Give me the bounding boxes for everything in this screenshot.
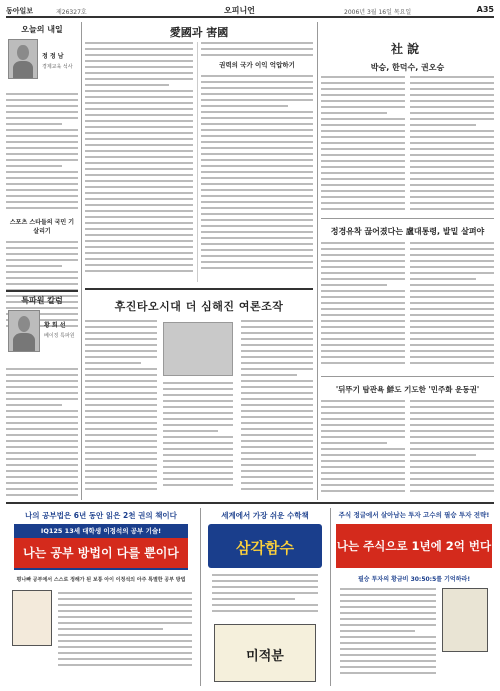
ad1-book-cover [12, 590, 52, 646]
correspondent-portrait [8, 310, 40, 352]
ad3-tagline: 주식 정글에서 살아남는 투자 고수의 필승 투자 전략! [338, 511, 490, 519]
ad3-banner: 나는 주식으로 1년에 2억 번다 [336, 524, 492, 568]
article-body-left [85, 42, 193, 278]
ad-math-book[interactable] [204, 508, 326, 686]
editorial-label: 社 說 [391, 42, 420, 56]
article-title-hu: 후진타오시대 더 심해진 여론조작 [114, 300, 284, 313]
correspondent-head: 특파원 칼럼 [21, 296, 63, 305]
ad-study-book[interactable] [6, 508, 196, 686]
article-title-aeguk: 愛國과 害國 [169, 26, 229, 39]
article-subhead: 권력의 국가 이익 억압하기 [219, 61, 295, 69]
columnist-portrait [8, 39, 38, 79]
columnist-role: 경제교육 석사 [42, 64, 73, 70]
center-lower-article [85, 292, 313, 500]
left-divider [6, 290, 78, 292]
editorial-headline-3: '뒤뚜기 탐관욕 鮮도 기도한 '민주화 운동권' [335, 385, 480, 394]
page-number: A35 [476, 5, 494, 14]
ad1-banner: 나는 공부 방법이 다를 뿐이다 [14, 538, 188, 568]
ad3-book-cover [442, 588, 488, 652]
issue-number: 제26327호 [56, 9, 87, 16]
ad2-tagline: 세계에서 가장 쉬운 수학책 [221, 511, 309, 520]
ad2-banner: 삼각함수 [236, 539, 294, 557]
ad-stock-book[interactable] [334, 508, 494, 686]
ad1-subtitle: IQ125 13세 대학생 이정석의 공부 기술! [40, 527, 162, 535]
column-head-today: 오늘의 내일 [21, 25, 63, 34]
correspondent-role: 베이징 특파원 [44, 333, 75, 339]
section-title: 오피니언 [224, 6, 255, 15]
column-subhead: 스포츠 스타들의 국민 기 살리기 [9, 219, 75, 235]
paper-name: 동아일보 [6, 7, 34, 15]
masthead [6, 4, 494, 18]
correspondent-column [6, 295, 78, 500]
correspondent-name: 황 희 선 [44, 322, 66, 329]
article-body-right [201, 75, 313, 275]
ad2-book-cover [214, 624, 316, 682]
center-upper-article [85, 22, 313, 284]
advertisement-area [6, 502, 494, 687]
ad1-tagline: 나의 공부법은 6년 동안 읽은 2천 권의 책이다 [25, 511, 177, 520]
editorial-headline-1: 박승, 한덕수, 권오승 [370, 63, 445, 72]
ad3-subtitle: 필승 투자의 황금비 30:50:5를 기억하라! [357, 576, 471, 583]
ad1-description: 평나빠 공부에서 스스로 정해가 된 보통 아이 이정석의 아주 특별한 공부 방법 [16, 577, 186, 583]
issue-date: 2006년 3월 16일 목요일 [344, 9, 412, 16]
column-body-1 [6, 93, 78, 213]
editorials-column [321, 22, 494, 500]
editorial-headline-2: 정경유착 끊어졌다는 盧대통령, 발밑 살펴야 [330, 227, 485, 236]
correspondent-body [6, 368, 78, 500]
columnist-name: 정 정 남 [42, 53, 64, 60]
ad2-book-title: 미적분 [246, 649, 284, 664]
article-photo [163, 322, 233, 376]
